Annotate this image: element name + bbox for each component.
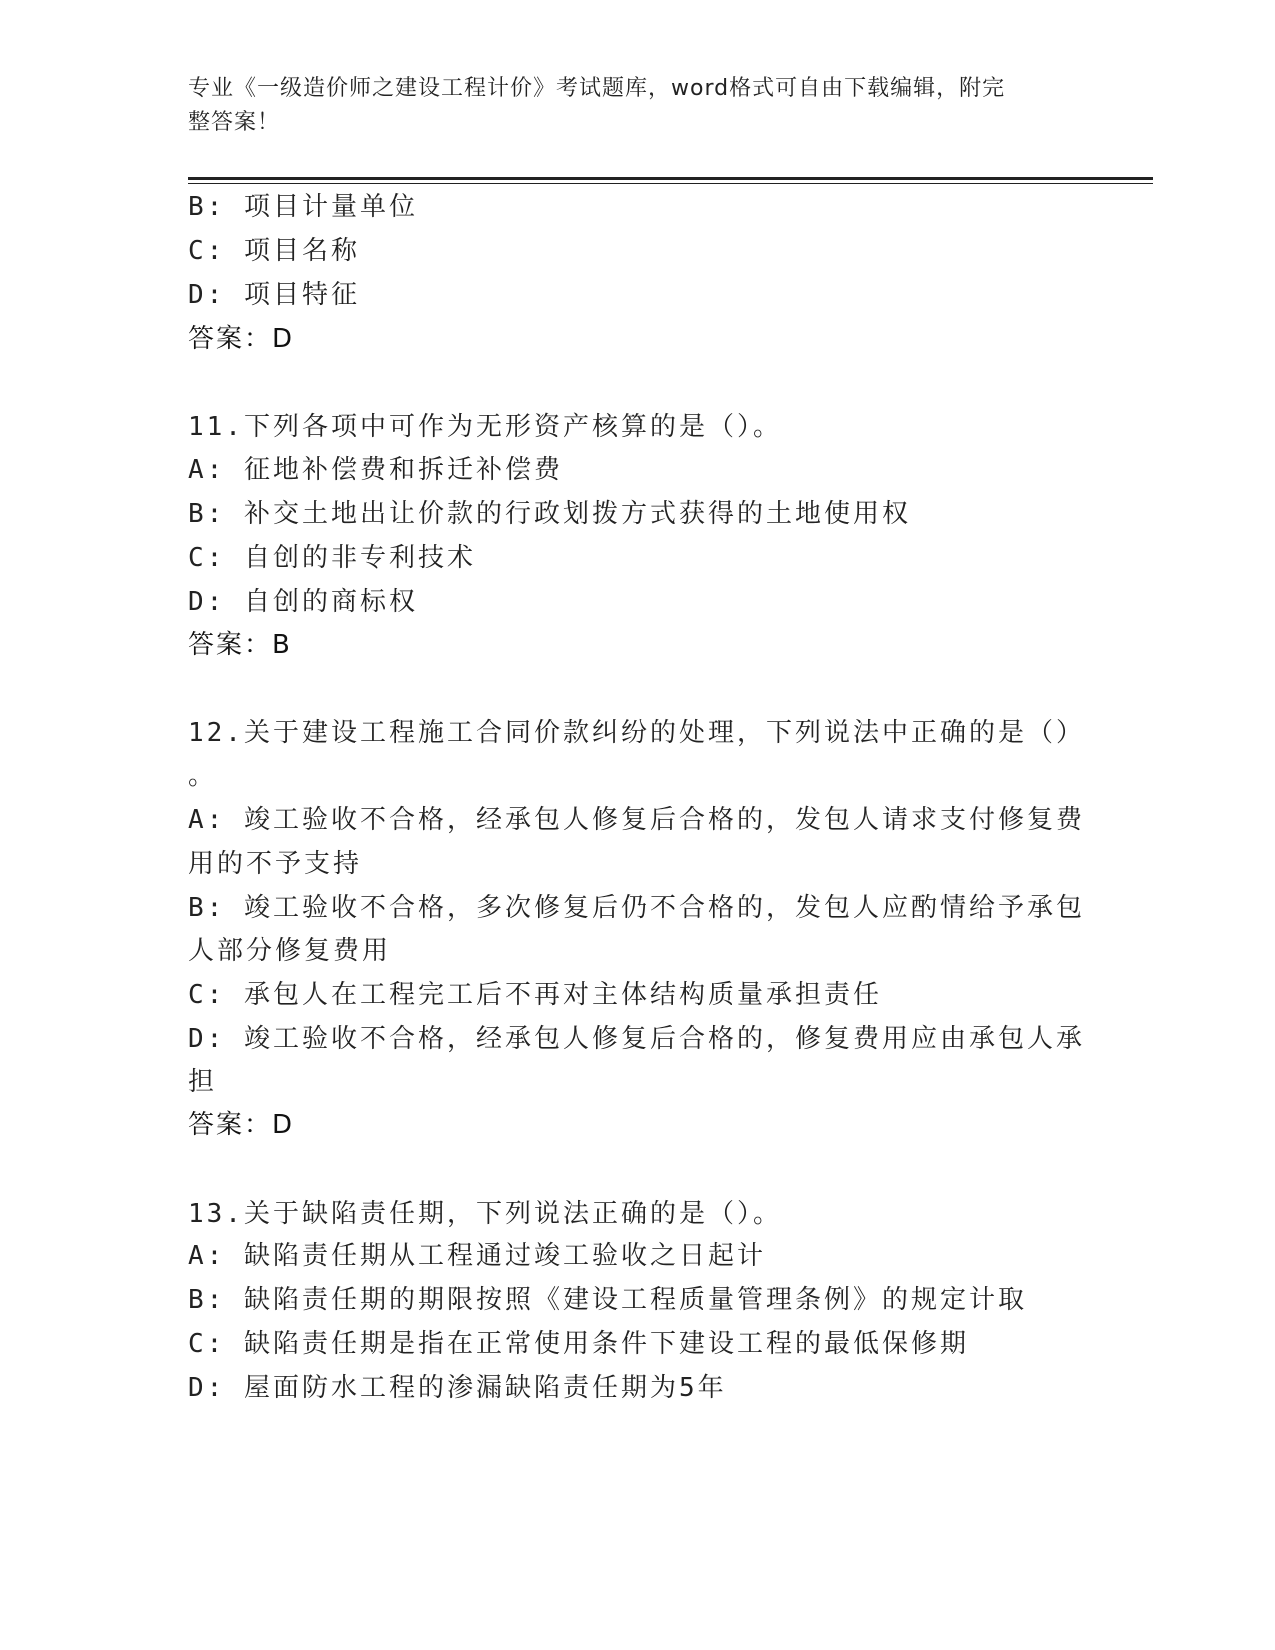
q10-answer [188,321,292,357]
q13-option-a: A: 缺陷责任期从工程通过竣工验收之日起计 [188,1241,766,1271]
q12-answer-value: D [272,1110,293,1140]
q11-stem: 11.下列各项中可作为无形资产核算的是（）。 [188,412,782,442]
q11-answer-label: 答案： [188,630,273,660]
q11-option-a: A: 征地补偿费和拆迁补偿费 [188,455,563,485]
q10-answer-value: D [272,324,293,354]
q12-option-c: C: 承包人在工程完工后不再对主体结构质量承担责任 [188,980,882,1010]
q13-option-b: B: 缺陷责任期的期限按照《建设工程质量管理条例》的规定计取 [188,1285,1027,1315]
q12-stem-line-2: 。 [188,761,218,791]
q11-option-d: D: 自创的商标权 [188,587,418,617]
q13-stem: 13.关于缺陷责任期，下列说法正确的是（）。 [188,1199,782,1229]
q12-answer [188,1107,292,1143]
header-intro-line-2: 整答案！ [188,110,281,135]
header-divider-thin [188,183,1153,184]
q11-option-b: B: 补交土地出让价款的行政划拨方式获得的土地使用权 [188,499,911,529]
q13-option-d: D: 屋面防水工程的渗漏缺陷责任期为5年 [188,1373,727,1403]
q10-option-c: C: 项目名称 [188,236,360,266]
header-intro-line-1: 专业《一级造价师之建设工程计价》考试题库，word格式可自由下载编辑，附完 [188,76,1006,101]
q12-option-b-line-1: B: 竣工验收不合格，多次修复后仍不合格的，发包人应酌情给予承包 [188,893,1085,923]
q12-option-a-line-1: A: 竣工验收不合格，经承包人修复后合格的，发包人请求支付修复费 [188,805,1085,835]
q12-option-d-line-1: D: 竣工验收不合格，经承包人修复后合格的，修复费用应由承包人承 [188,1024,1085,1054]
q11-option-c: C: 自创的非专利技术 [188,543,476,573]
q10-option-b: B: 项目计量单位 [188,192,418,222]
q12-option-a-line-2: 用的不予支持 [188,849,363,879]
q12-stem-line-1: 12.关于建设工程施工合同价款纠纷的处理，下列说法中正确的是（） [188,718,1085,748]
q11-answer-value: B [272,630,290,660]
q12-option-b-line-2: 人部分修复费用 [188,936,392,966]
document-header [188,72,1088,140]
q12-option-d-line-2: 担 [188,1067,218,1097]
q10-answer-label: 答案： [188,324,273,354]
q10-option-d: D: 项目特征 [188,280,360,310]
q13-option-c: C: 缺陷责任期是指在正常使用条件下建设工程的最低保修期 [188,1329,969,1359]
q11-answer [188,627,290,663]
q12-answer-label: 答案： [188,1110,273,1140]
header-divider-thick [188,177,1153,180]
